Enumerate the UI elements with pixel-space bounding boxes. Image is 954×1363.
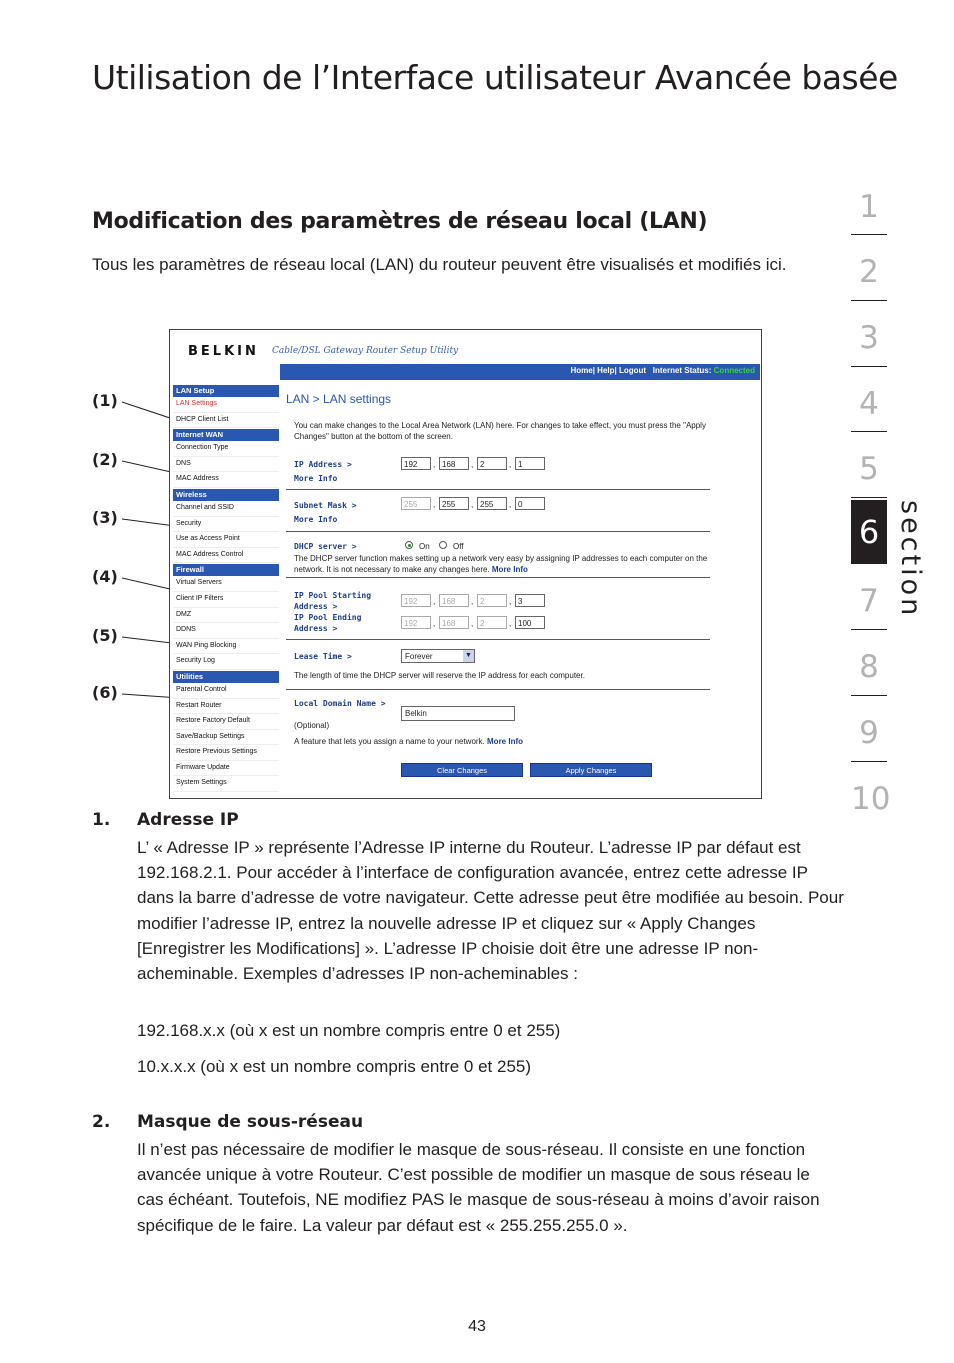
sidebar-item[interactable]: Security [173, 517, 279, 533]
pool-end-octet-2: 168 [439, 616, 469, 629]
sidebar-item[interactable]: Connection Type [173, 441, 279, 457]
chevron-down-icon: ▼ [463, 650, 474, 662]
item-2-body: Il n’est pas nécessaire de modifier le masque de sous-réseau. Il consiste en une fonction avancée unique à votre Routeur. C’est possible de modifier un masque de sous réseau le cas échéant. Toutefois, NE modifiez PAS le masque de sous-réseau à moins d’avoir raison spécifique de le faire. La valeur par défaut est « 255.255.255.0 ». [137, 1140, 820, 1235]
intro-paragraph: Tous les paramètres de réseau local (LAN) du routeur peuvent être visualisés et modifiés ici. [92, 255, 787, 274]
sidebar-item[interactable]: WAN Ping Blocking [173, 639, 279, 655]
pool-start-octet-3: 2 [477, 594, 507, 607]
sidebar-section-heading: Wireless [173, 489, 279, 501]
clear-changes-button[interactable]: Clear Changes [401, 763, 523, 777]
subnet-octet-1: 255 [401, 497, 431, 510]
section-nav-9: 9 [859, 715, 879, 751]
home-help-logout-links[interactable]: Home| Help| Logout [570, 366, 647, 375]
sidebar-item[interactable]: Restore Factory Default [173, 714, 279, 730]
item-1-example-2: 10.x.x.x (où x est un nombre compris entre 0 et 255) [137, 1057, 532, 1076]
pool-start-octet-1: 192 [401, 594, 431, 607]
section-nav-2: 2 [859, 254, 879, 290]
sidebar-item[interactable]: Security Log [173, 654, 279, 670]
sidebar-item[interactable]: Restore Previous Settings [173, 745, 279, 761]
domain-more-info-link[interactable]: More Info [487, 737, 524, 746]
sidebar-item[interactable]: DMZ [173, 608, 279, 624]
item-2-title: Masque de sous-réseau [137, 1112, 364, 1132]
dhcp-description: The DHCP server function makes setting up a network very easy by assigning IP addresses to each computer on the network. It is not necessary to make any changes here. More Info [294, 554, 708, 574]
item-1-example-1: 192.168.x.x (où x est un nombre compris entre 0 et 255) [137, 1021, 561, 1040]
sidebar-item[interactable]: Virtual Servers [173, 576, 279, 592]
apply-changes-button[interactable]: Apply Changes [530, 763, 652, 777]
lease-time-label: Lease Time > [294, 652, 352, 661]
pool-start-label: IP Pool Starting Address > [294, 591, 372, 611]
lease-time-select[interactable]: Forever ▼ [401, 649, 475, 663]
sidebar-item[interactable]: MAC Address Control [173, 548, 279, 564]
callout-4: (4) [92, 567, 118, 586]
callout-1: (1) [92, 391, 118, 410]
sidebar-item[interactable]: LAN Settings [173, 397, 279, 413]
section-nav-7: 7 [859, 583, 879, 619]
section-heading: Modification des paramètres de réseau local (LAN) [92, 209, 708, 234]
ip-octet-3[interactable]: 2 [477, 457, 507, 470]
item-1-body: L’ « Adresse IP » représente l’Adresse IP interne du Routeur. L’adresse IP par défaut est 192.168.2.1. Pour accéder à l’interface de configuration avancée, entrez cette adresse IP dans la barre d’adresse de votre navigateur. Cette adresse peut être modifiée au besoin. Pour modifier l’adresse IP, entrez la nouvelle adresse IP et cliquez sur « Apply Changes [Enregistrer les Modifications] ». L’adresse IP choisie doit être une adresse IP non-acheminable. Exemples d’adresses IP non-acheminables : [137, 838, 844, 984]
router-ui-screenshot: BELKIN Cable/DSL Gateway Router Setup Utility Home| Help| Logout Internet Status: Connected LAN Setup LAN Settings DHCP Client List Internet WAN Connection Type DNS MAC Address Wireless Channel and SSID Security Use as Access Point MAC Address Control Firewall Virtual Servers Client IP Filters DMZ DDNS WAN Ping Blocking Security Log Utilities Parental Control Restart Router Restore Factory Default Save/Backup Settings Restore Previous Settings Firmware Update System Settings LAN > LAN settings You can make changes to the Local Area Network (LAN) here. For changes to take effect, you must press the "Apply Changes" button at the bottom of the screen. IP Address > More Info 192 , 168 , 2 , 1 Subnet Mask > More Info 255 , 255 , 255 , 0 DHCP server > On Off The DHCP server function makes setting up a network very easy by assigning IP addresses to each computer on the network. It is not necessary to make any changes here. More Info IP Pool Starting Address > 192 , 168 , 2 , 3 IP Pool Ending Address > 192 , 168 , 2 , 100 Lease Time > Forever ▼ The length of time the DHCP server will reserve the IP address for each computer. Local Domain Name > (Optional) Belkin A feature that lets you assign a name to your network. More Info Clear Changes Apply Changes [169, 329, 762, 799]
subnet-mask-label: Subnet Mask > [294, 501, 357, 510]
sidebar-item[interactable]: Client IP Filters [173, 592, 279, 608]
sidebar-item[interactable]: MAC Address [173, 472, 279, 488]
section-label-text: section [895, 500, 926, 619]
ip-octet-1[interactable]: 192 [401, 457, 431, 470]
subnet-octet-2[interactable]: 255 [439, 497, 469, 510]
ip-octet-2[interactable]: 168 [439, 457, 469, 470]
section-nav-1: 1 [859, 189, 879, 225]
subnet-octet-3[interactable]: 255 [477, 497, 507, 510]
section-nav-4: 4 [859, 386, 879, 422]
sidebar-item[interactable]: Use as Access Point [173, 532, 279, 548]
lease-description: The length of time the DHCP server will reserve the IP address for each computer. [294, 671, 585, 680]
dhcp-off-radio[interactable] [439, 541, 447, 549]
ip-octet-4[interactable]: 1 [515, 457, 545, 470]
utility-subtitle: Cable/DSL Gateway Router Setup Utility [272, 346, 459, 356]
internet-status-label: Internet Status: [652, 366, 712, 375]
pool-end-octet-4[interactable]: 100 [515, 616, 545, 629]
section-nav-3: 3 [859, 320, 879, 356]
dhcp-more-info-link[interactable]: More Info [491, 565, 528, 574]
pool-end-label: IP Pool Ending Address > [294, 613, 362, 633]
pool-start-octet-2: 168 [439, 594, 469, 607]
ip-address-label: IP Address > [294, 460, 352, 469]
lan-description: You can make changes to the Local Area Network (LAN) here. For changes to take effect, you must press the "Apply Changes" button at the bottom of the screen. [294, 421, 706, 441]
sidebar-item[interactable]: Firmware Update [173, 761, 279, 777]
subnet-more-info-link[interactable]: More Info [294, 515, 338, 524]
top-bar [170, 364, 761, 382]
domain-optional: (Optional) [294, 721, 330, 730]
sidebar-section-heading: LAN Setup [173, 385, 279, 397]
belkin-logo: BELKIN [188, 344, 259, 359]
page-title: Utilisation de l’Interface utilisateur Avancée basée [92, 58, 898, 97]
sidebar-item[interactable]: System Settings [173, 776, 279, 792]
page-number: 43 [468, 1318, 486, 1335]
top-links [570, 366, 755, 375]
internet-status-value: Connected [713, 366, 755, 375]
section-nav-6-active: 6 [851, 500, 887, 564]
sidebar-section-heading: Internet WAN [173, 429, 279, 441]
item-1-number: 1. [92, 810, 111, 830]
sidebar-section-heading: Firewall [173, 564, 279, 576]
section-nav-8: 8 [859, 649, 879, 685]
dhcp-on-radio[interactable] [405, 541, 413, 549]
callout-3: (3) [92, 508, 118, 527]
sidebar-item[interactable]: Parental Control [173, 683, 279, 699]
callout-2: (2) [92, 450, 118, 469]
dhcp-off-label: Off [453, 542, 464, 551]
section-nav-5: 5 [859, 451, 879, 487]
sidebar-item[interactable]: DNS [173, 457, 279, 473]
pool-end-octet-1: 192 [401, 616, 431, 629]
ip-more-info-link[interactable]: More Info [294, 474, 338, 483]
domain-name-label: Local Domain Name > [294, 699, 386, 708]
sidebar-item[interactable]: Restart Router [173, 699, 279, 715]
callout-5: (5) [92, 626, 118, 645]
sidebar-item[interactable]: DHCP Client List [173, 413, 279, 429]
item-2-number: 2. [92, 1112, 111, 1132]
dhcp-server-label: DHCP server > [294, 542, 357, 551]
section-nav-10: 10 [851, 781, 891, 817]
sidebar-section-heading: Utilities [173, 671, 279, 683]
subnet-octet-4[interactable]: 0 [515, 497, 545, 510]
pool-end-octet-3: 2 [477, 616, 507, 629]
domain-name-input[interactable]: Belkin [401, 706, 515, 721]
sidebar-item[interactable]: Save/Backup Settings [173, 730, 279, 746]
dhcp-on-label: On [419, 542, 430, 551]
domain-description: A feature that lets you assign a name to your network. More Info [294, 737, 524, 746]
sidebar-menu [173, 384, 279, 792]
sidebar-item[interactable]: Channel and SSID [173, 501, 279, 517]
item-1-title: Adresse IP [137, 810, 239, 830]
sidebar-item[interactable]: DDNS [173, 623, 279, 639]
pool-start-octet-4[interactable]: 3 [515, 594, 545, 607]
lan-settings-title: LAN > LAN settings [286, 392, 392, 406]
callout-6: (6) [92, 683, 118, 702]
